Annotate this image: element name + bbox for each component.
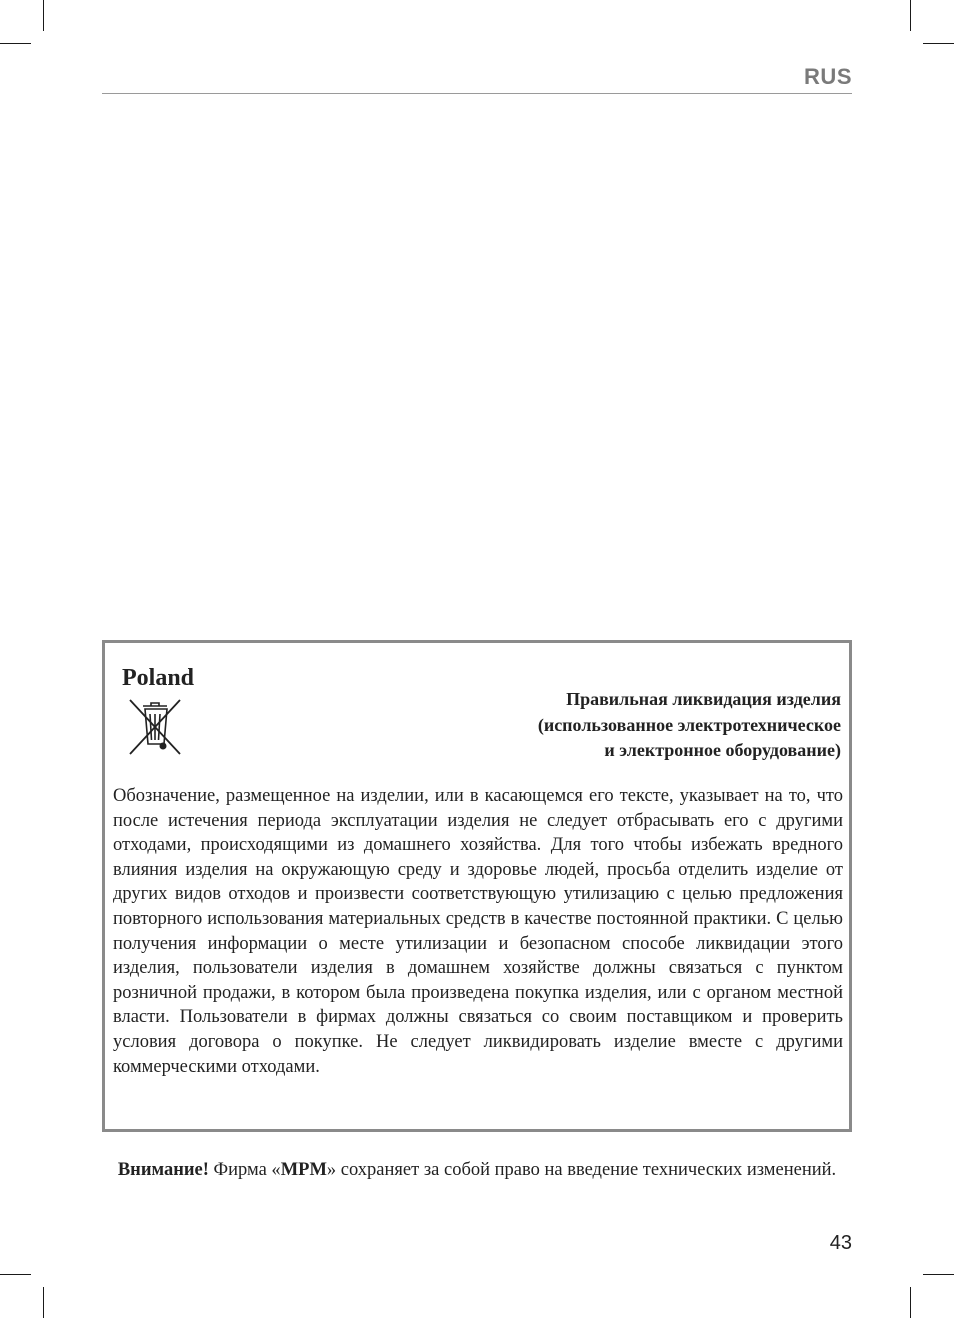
crop-mark (923, 1274, 954, 1275)
crop-mark (0, 43, 31, 44)
brand-name: MPM (280, 1160, 327, 1180)
header-divider (102, 93, 852, 94)
notice-heading (401, 687, 841, 764)
crop-mark (43, 0, 44, 31)
notice-body-text: Обозначение, размещенное на изделии, или в касающемся его тексте, указывает на то, что после истечения периода эксплуатации изделия не следует отбрасывать его с другими отходами, происходящими из домашнего хозяйства. Для того чтобы избежать вредного влияния изделия на окружающую среду и здоровье людей, просьба отделить изделие от других видов отходов и произвести соответствующую утилизацию с целью предложения повторного использования материальных средств в качестве постоянной практики. С целью получения информации о месте утилизации и безопасном способе ликвидации этого изделия, пользователи изделия в домашнем хозяйстве должны связаться с пунктом розничной продажи, в котором была произведена покупка изделия, или с органом местной власти. Пользователи в фирмах должны связаться со своим поставщиком и проверить условия договора о покупке. Не следует ликвидировать изделие вместе с другими коммерческими отходами. (113, 786, 843, 1077)
page-number: 43 (829, 1232, 852, 1254)
crop-mark (910, 0, 911, 31)
notice-heading-line: (использованное электротехническое (537, 714, 841, 735)
disposal-notice-box (102, 640, 852, 1132)
country-label: Poland (122, 665, 195, 691)
language-label: RUS (804, 64, 852, 89)
crop-mark (43, 1287, 44, 1318)
crop-mark (910, 1287, 911, 1318)
footer-note (102, 1158, 852, 1183)
crossed-out-wheelie-bin-icon (124, 696, 186, 756)
footer-text: Фирма « (208, 1160, 281, 1180)
crop-mark (923, 43, 954, 44)
notice-heading-line: и электронное оборудование) (604, 740, 841, 760)
attention-label: Внимание! (117, 1160, 209, 1180)
notice-heading-line: Правильная ликвидация изделия (566, 689, 841, 709)
footer-text: » сохраняет за собой право на введение технических изменений. (326, 1160, 837, 1180)
crop-mark (0, 1274, 31, 1275)
